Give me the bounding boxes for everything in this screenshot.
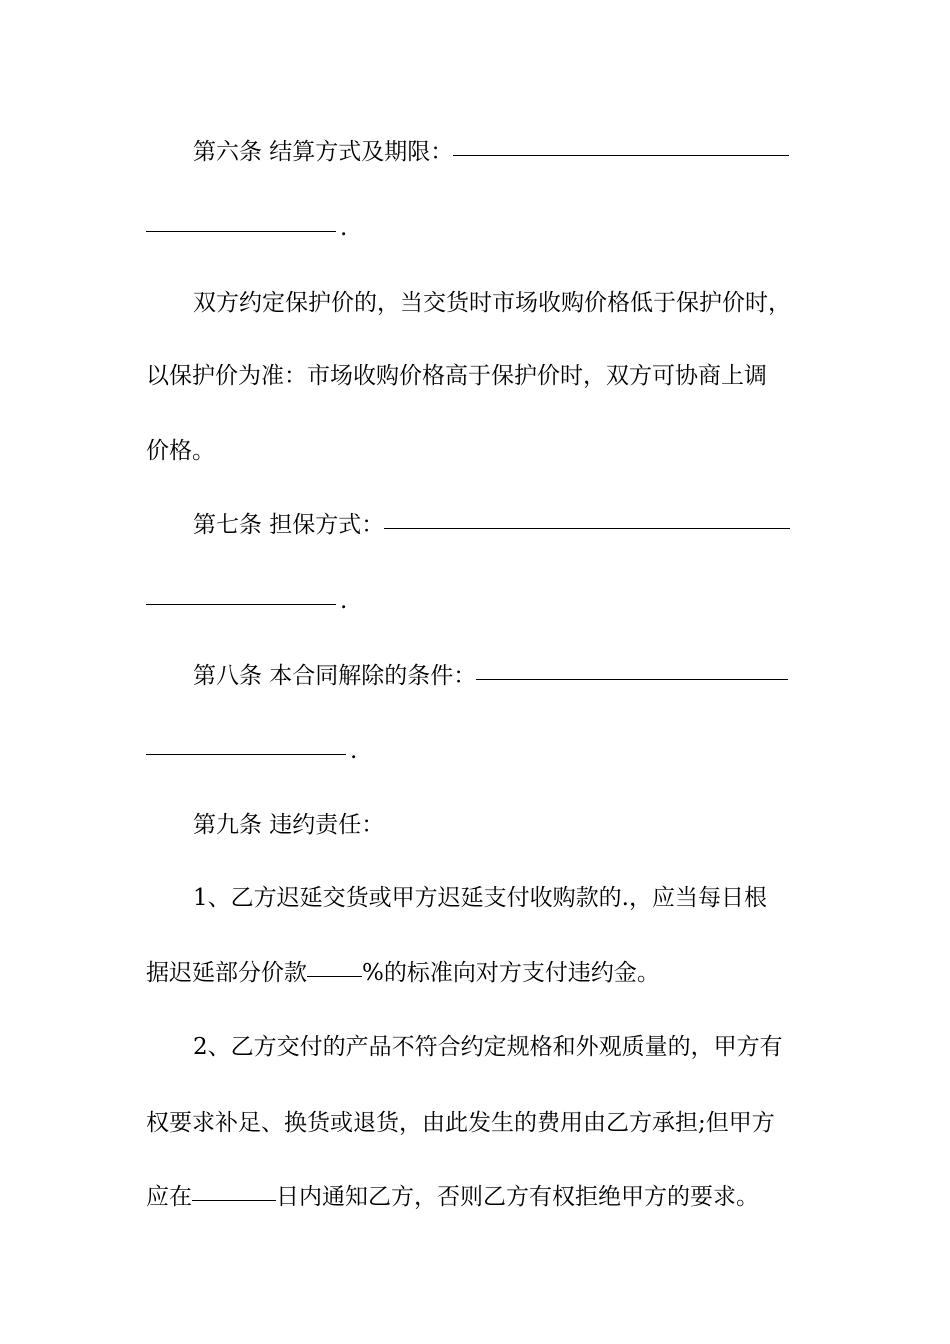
article-8-continuation <box>146 731 357 771</box>
article-8-label: 第八条 本合同解除的条件： <box>193 663 477 689</box>
clause-2-line-2: 权要求补足、换货或退货，由此发生的费用由乙方承担;但甲方 <box>146 1110 775 1136</box>
article-6-line <box>193 132 789 172</box>
clause-2-text-b: 日内通知乙方，否则乙方有权拒绝甲方的要求。 <box>276 1184 759 1210</box>
clause-2-text-a: 应在 <box>146 1184 192 1210</box>
protect-price-line-3: 价格。 <box>146 438 215 464</box>
article-7-continuation <box>146 581 347 621</box>
article-6-continuation <box>146 208 347 248</box>
clause-1-line-1: 1、乙方迟延交货或甲方迟延支付收购款的.，应当每日根 <box>193 885 767 911</box>
article-7-blank-field-2[interactable] <box>146 604 336 605</box>
clause-1-percent-blank[interactable] <box>307 976 362 977</box>
clause-1-text-a: 据迟延部分价款 <box>146 960 307 986</box>
article-8-end: . <box>350 738 358 764</box>
article-8-line <box>193 656 788 696</box>
article-7-end: . <box>340 588 348 614</box>
clause-2-line-3 <box>146 1177 759 1217</box>
clause-2-line-1: 2、乙方交付的产品不符合约定规格和外观质量的，甲方有 <box>193 1034 783 1060</box>
article-8-blank-field-2[interactable] <box>146 754 346 755</box>
article-6-end: . <box>340 215 348 241</box>
article-7-blank-field[interactable] <box>384 528 790 529</box>
article-7-label: 第七条 担保方式： <box>193 512 385 538</box>
clause-2-days-blank[interactable] <box>192 1200 276 1201</box>
protect-price-line-2: 以保护价为准：市场收购价格高于保护价时，双方可协商上调 <box>146 363 767 389</box>
clause-1-text-b: %的标准向对方支付违约金。 <box>362 960 660 986</box>
article-9-heading: 第九条 违约责任： <box>193 812 385 838</box>
protect-price-line-1: 双方约定保护价的，当交货时市场收购价格低于保护价时， <box>193 290 791 316</box>
article-7-line <box>193 505 790 545</box>
article-8-blank-field[interactable] <box>476 679 788 680</box>
clause-1-line-2 <box>146 953 660 993</box>
article-6-label: 第六条 结算方式及期限： <box>193 139 454 165</box>
article-6-blank-field[interactable] <box>453 155 789 156</box>
article-6-blank-field-2[interactable] <box>146 231 336 232</box>
